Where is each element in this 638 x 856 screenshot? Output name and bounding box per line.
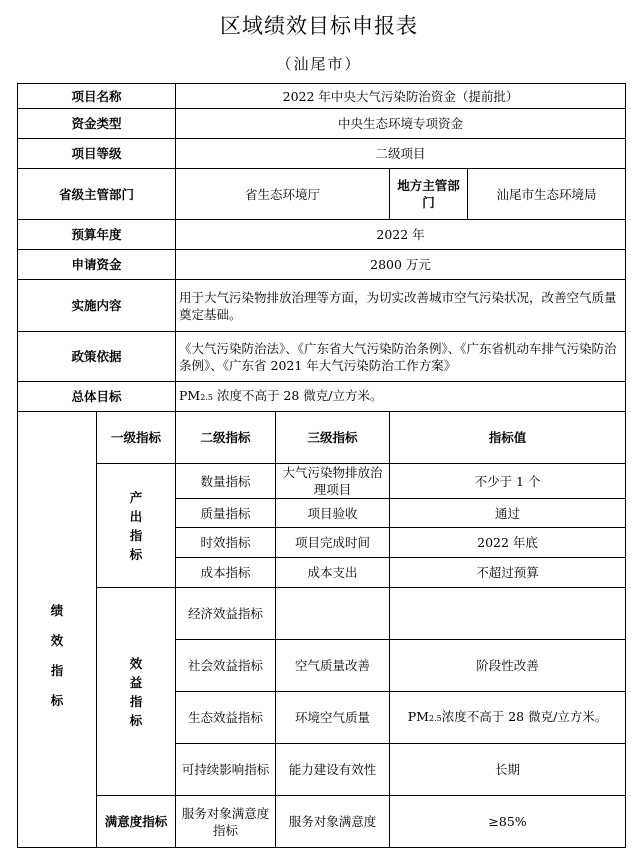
goal-prefix: PM [179,388,201,403]
project-level-label: 项目等级 [18,139,176,169]
output-row-quantity [18,464,626,499]
benefit-level2: 经济效益指标 [176,588,276,640]
header-blank [18,412,97,464]
header-level3: 三级指标 [276,412,390,464]
benefit-char-1: 效 [129,655,143,671]
benefit-level3: 能力建设有效性 [276,744,390,796]
output-level3: 成本支出 [276,558,390,588]
row-departments [18,169,626,220]
provincial-dept-label: 省级主管部门 [18,169,176,220]
form-title: 区域绩效目标申报表 [220,14,418,38]
output-char-3: 指 [129,527,143,543]
output-level3: 大气污染物排放治理项目 [276,464,390,499]
fund-type-value: 中央生态环境专项资金 [176,109,626,139]
apply-amount-label: 申请资金 [18,250,176,280]
benefit-value [390,692,626,744]
row-apply-amount [18,250,626,280]
policy-value: 《大气污染防治法》、《广东省大气污染防治条例》、《广东省机动车排气污染防治条例》、《广东省 2021 年大气污染防治工作方案》 [176,332,626,382]
performance-char-1: 绩 [50,602,64,618]
output-level2: 成本指标 [176,558,276,588]
header-value: 指标值 [390,412,626,464]
row-project-name [18,84,626,109]
output-indicators-label [97,464,176,588]
output-char-1: 产 [129,489,143,505]
output-value: 2022 年底 [390,528,626,558]
satisfaction-level2: 服务对象满意度指标 [176,796,276,848]
performance-char-3: 指 [50,662,64,678]
benefit-indicators-label [97,588,176,796]
output-level2: 时效指标 [176,528,276,558]
output-level2: 数量指标 [176,464,276,499]
budget-year-value: 2022 年 [176,220,626,250]
budget-year-label: 预算年度 [18,220,176,250]
goal-value [176,382,626,412]
benefit-level2: 生态效益指标 [176,692,276,744]
satisfaction-row [18,796,626,848]
benefit-value [390,588,626,640]
row-project-level [18,139,626,169]
header-level2: 二级指标 [176,412,276,464]
apply-amount-value: 2800 万元 [176,250,626,280]
pm-subscript: 2.5 [428,714,442,723]
benefit-value: 长期 [390,744,626,796]
goal-subscript: 2.5 [200,393,213,402]
local-dept-value: 汕尾市生态环境局 [468,169,626,220]
performance-char-4: 标 [50,692,64,708]
indicator-header-row [18,412,626,464]
benefit-level2: 社会效益指标 [176,640,276,692]
pm-prefix: PM [407,709,429,724]
policy-label: 政策依据 [18,332,176,382]
benefit-level3 [276,588,390,640]
benefit-char-3: 指 [129,693,143,709]
row-goal [18,382,626,412]
goal-label: 总体目标 [18,382,176,412]
local-dept-label: 地方主管部门 [390,169,468,220]
row-policy [18,332,626,382]
output-value: 不超过预算 [390,558,626,588]
row-fund-type [18,109,626,139]
performance-char-2: 效 [50,632,64,648]
content-label: 实施内容 [18,280,176,332]
output-level3: 项目完成时间 [276,528,390,558]
pm-suffix: 浓度不高于 28 微克/立方米。 [441,709,608,724]
project-name-value: 2022 年中央大气污染防治资金（提前批） [176,84,626,109]
benefit-level3: 环境空气质量 [276,692,390,744]
output-char-2: 出 [129,508,143,524]
output-level3: 项目验收 [276,499,390,528]
satisfaction-value: ≥85% [390,796,626,848]
output-value: 通过 [390,499,626,528]
benefit-char-4: 标 [129,712,143,728]
benefit-value: 阶段性改善 [390,640,626,692]
benefit-level2: 可持续影响指标 [176,744,276,796]
form-subtitle: （汕尾市） [276,55,362,73]
benefit-char-2: 益 [129,674,143,690]
benefit-level3: 空气质量改善 [276,640,390,692]
project-level-value: 二级项目 [176,139,626,169]
provincial-dept-value: 省生态环境厅 [176,169,390,220]
row-budget-year [18,220,626,250]
output-value: 不少于 1 个 [390,464,626,499]
performance-indicators-label [18,464,97,848]
header-level1: 一级指标 [97,412,176,464]
fund-type-label: 资金类型 [18,109,176,139]
goal-suffix: 浓度不高于 28 微克/立方米。 [212,388,383,403]
content-value: 用于大气污染物排放治理等方面，为切实改善城市空气污染状况，改善空气质量奠定基础。 [176,280,626,332]
satisfaction-indicators-label: 满意度指标 [97,796,176,848]
row-content [18,280,626,332]
benefit-row-economic [18,588,626,640]
output-level2: 质量指标 [176,499,276,528]
satisfaction-level3: 服务对象满意度 [276,796,390,848]
output-char-4: 标 [129,546,143,562]
project-name-label: 项目名称 [18,84,176,109]
performance-goal-table [17,83,626,848]
